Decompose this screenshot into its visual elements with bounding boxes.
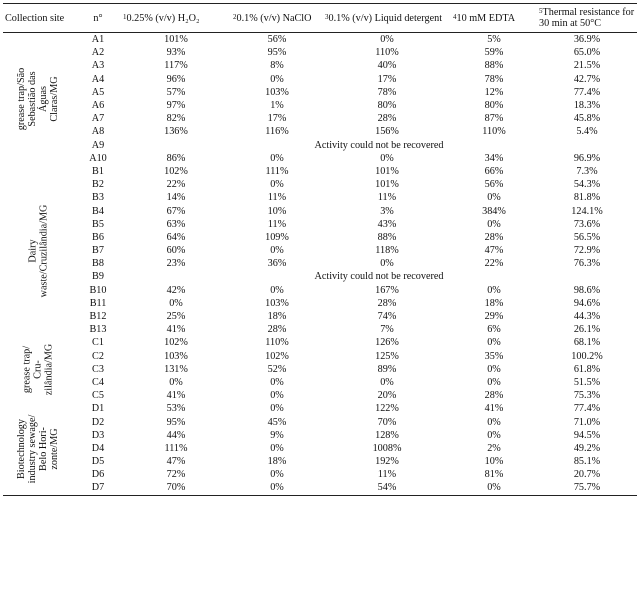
value-cell-det: 0%	[380, 34, 394, 46]
value-cell-thermal: 77.4%	[573, 403, 601, 415]
value-cell-edta: 10%	[484, 456, 504, 468]
value-cell-edta: 78%	[484, 73, 504, 85]
value-cell-h2o2: 53%	[166, 403, 186, 415]
value-cell-thermal: 98.6%	[573, 284, 601, 296]
value-cell-naclo: 36%	[267, 258, 287, 270]
value-cell-edta: 0%	[487, 192, 501, 204]
value-cell-h2o2: 47%	[166, 456, 186, 468]
value-cell-thermal: 124.1%	[571, 205, 603, 217]
value-cell-thermal: 26.1%	[573, 324, 601, 336]
sample-id-cell: C2	[92, 350, 104, 362]
value-cell-thermal: 76.3%	[573, 258, 601, 270]
value-cell-det: 28%	[377, 113, 397, 125]
table-row	[3, 73, 637, 86]
value-cell-naclo: 0%	[270, 469, 284, 481]
sample-id-cell: D6	[91, 469, 105, 481]
table-row	[3, 442, 637, 455]
value-cell-h2o2: 93%	[166, 47, 186, 59]
table-row	[3, 112, 637, 125]
value-cell-naclo: 0%	[270, 284, 284, 296]
value-cell-thermal: 20.7%	[573, 469, 601, 481]
table-row	[3, 310, 637, 323]
sample-id-cell: B13	[89, 324, 107, 336]
value-cell-naclo: 103%	[265, 86, 289, 98]
sample-id-cell: D2	[91, 416, 105, 428]
value-cell-naclo: 11%	[267, 192, 287, 204]
value-cell-thermal: 61.8%	[573, 363, 601, 375]
value-cell-h2o2: 22%	[166, 179, 186, 191]
table-row	[3, 429, 637, 442]
value-cell-edta: 80%	[484, 100, 504, 112]
value-cell-edta: 34%	[484, 152, 504, 164]
table-row	[3, 350, 637, 363]
sample-id-cell: A7	[91, 113, 105, 125]
sample-id-cell: A1	[91, 34, 105, 46]
value-cell-edta: 88%	[484, 60, 504, 72]
value-cell-thermal: 94.5%	[573, 429, 601, 441]
value-cell-edta: 384%	[482, 205, 506, 217]
value-cell-naclo: 0%	[231, 481, 323, 495]
table-row	[3, 481, 637, 495]
value-cell-det: 80%	[377, 100, 397, 112]
value-cell-naclo: 10%	[267, 205, 287, 217]
value-cell-naclo: 95%	[267, 47, 287, 59]
value-cell-det: 156%	[375, 126, 399, 138]
value-cell-det: 118%	[375, 245, 399, 257]
value-cell-edta: 12%	[484, 86, 504, 98]
value-cell-thermal: 44.3%	[573, 311, 601, 323]
value-cell-edta: 0%	[487, 337, 501, 349]
value-cell-h2o2: 25%	[166, 311, 186, 323]
site-group-label: grease trap/São Sebastião das Águas Claras/MG	[16, 67, 60, 130]
value-cell-naclo: 56%	[267, 34, 287, 46]
header-detergent: $^3$0.1% (v/v) Liquid detergent	[323, 4, 451, 33]
value-cell-det: 128%	[375, 429, 399, 441]
table-row	[3, 59, 637, 72]
sample-id-cell: A3	[91, 60, 105, 72]
site-group-label: Biotechnology industry sewage/ Belo Hori-zonte/MG	[16, 414, 60, 484]
value-cell-naclo: 17%	[267, 113, 287, 125]
sample-id-cell: D1	[91, 403, 105, 415]
value-cell-naclo: 1%	[270, 100, 284, 112]
value-cell-edta: 35%	[484, 350, 504, 362]
value-cell-thermal: 73.6%	[573, 218, 601, 230]
sample-id-cell: D5	[91, 456, 105, 468]
value-cell-h2o2: 60%	[166, 245, 186, 257]
value-cell-h2o2: 103%	[164, 350, 188, 362]
value-cell-thermal: 85.1%	[573, 456, 601, 468]
value-cell-naclo: 116%	[265, 126, 289, 138]
sample-id-cell: A6	[91, 100, 105, 112]
sample-id-cell: B11	[89, 297, 107, 309]
value-cell-det: 0%	[380, 152, 394, 164]
value-cell-det: 0%	[380, 376, 394, 388]
sample-id-cell: B10	[89, 284, 107, 296]
value-cell-naclo: 102%	[265, 350, 289, 362]
sample-id-cell: B9	[92, 271, 104, 283]
value-cell-edta: 0%	[487, 363, 501, 375]
value-cell-naclo: 109%	[265, 231, 289, 243]
table-row	[3, 415, 637, 428]
site-group-label: Dairy waste/Cruzilândia/MG	[27, 204, 50, 297]
value-cell-thermal: 18.3%	[573, 100, 601, 112]
table-row	[3, 218, 637, 231]
value-cell-naclo: 18%	[267, 456, 287, 468]
value-cell-naclo: 18%	[267, 311, 287, 323]
sample-id-cell: A5	[91, 86, 105, 98]
sample-id-cell: C3	[92, 363, 104, 375]
value-cell-det: 192%	[375, 456, 399, 468]
header-naclo: $^2$0.1% (v/v) NaClO	[231, 4, 323, 33]
sample-id-cell: A4	[91, 73, 105, 85]
value-cell-thermal: 81.8%	[573, 192, 601, 204]
value-cell-det: 7%	[380, 324, 394, 336]
value-cell-h2o2: 97%	[166, 100, 186, 112]
table-body	[3, 33, 637, 496]
table-row	[3, 125, 637, 138]
value-cell-thermal: 75.3%	[573, 390, 601, 402]
value-cell-thermal: 100.2%	[571, 350, 603, 362]
value-cell-h2o2: 102%	[164, 337, 188, 349]
value-cell-h2o2: 67%	[166, 205, 186, 217]
value-cell-det: 101%	[375, 179, 399, 191]
value-cell-h2o2: 14%	[166, 192, 186, 204]
table-row	[3, 178, 637, 191]
table-row	[3, 468, 637, 481]
value-cell-h2o2: 96%	[166, 73, 186, 85]
sample-id-cell: B7	[92, 245, 104, 257]
value-cell-thermal: 94.6%	[573, 297, 601, 309]
value-cell-det: 167%	[375, 284, 399, 296]
value-cell-thermal: 42.7%	[573, 73, 601, 85]
value-cell-naclo: 9%	[270, 429, 284, 441]
value-cell-naclo: 103%	[265, 297, 289, 309]
table-row	[3, 33, 637, 47]
value-cell-h2o2: 82%	[166, 113, 186, 125]
value-cell-edta: 0%	[451, 481, 537, 495]
value-cell-thermal: 21.5%	[573, 60, 601, 72]
sample-id-cell: B4	[92, 205, 104, 217]
value-cell-det: 89%	[377, 363, 397, 375]
value-cell-h2o2: 86%	[166, 152, 186, 164]
table-row	[3, 46, 637, 59]
value-cell-edta: 81%	[484, 469, 504, 481]
sample-id-cell: B3	[92, 192, 104, 204]
table-row	[3, 191, 637, 204]
value-cell-edta: 5%	[487, 34, 501, 46]
value-cell-det: 88%	[377, 231, 397, 243]
table-row	[3, 139, 637, 152]
value-cell-thermal: 72.9%	[573, 245, 601, 257]
table-row	[3, 204, 637, 217]
value-cell-naclo: 110%	[265, 337, 289, 349]
table-row	[3, 152, 637, 165]
value-cell-edta: 47%	[484, 245, 504, 257]
value-cell-thermal: 77.4%	[573, 86, 601, 98]
value-cell-naclo: 52%	[267, 363, 287, 375]
value-cell-det: 1008%	[372, 442, 402, 454]
results-table	[3, 3, 637, 496]
sample-id-cell: D3	[91, 429, 105, 441]
value-cell-det: 110%	[375, 47, 399, 59]
value-cell-thermal: 7.3%	[576, 165, 598, 177]
sample-id-cell: D4	[91, 442, 105, 454]
value-cell-det: 78%	[377, 86, 397, 98]
sample-id-cell: B1	[92, 165, 104, 177]
value-cell-naclo: 45%	[267, 416, 287, 428]
value-cell-thermal: 75.7%	[537, 481, 637, 495]
table-row	[3, 86, 637, 99]
value-cell-edta: 0%	[487, 284, 501, 296]
value-cell-det: 125%	[375, 350, 399, 362]
value-cell-h2o2: 57%	[166, 86, 186, 98]
table-row	[3, 284, 637, 297]
value-cell-det: 0%	[380, 258, 394, 270]
value-cell-h2o2: 63%	[166, 218, 186, 230]
value-cell-det: 28%	[377, 297, 397, 309]
value-cell-naclo: 0%	[270, 390, 284, 402]
value-cell-thermal: 49.2%	[573, 442, 601, 454]
value-cell-edta: 0%	[487, 416, 501, 428]
header-edta: $^4$10 mM EDTA	[451, 4, 537, 33]
value-cell-naclo: 0%	[270, 376, 284, 388]
value-cell-naclo: 111%	[265, 165, 289, 177]
value-cell-naclo: 0%	[270, 403, 284, 415]
value-cell-edta: 0%	[487, 376, 501, 388]
site-group-label: grease trap/ Cru-zilândia/MG	[21, 343, 55, 396]
header-h2o2: $^1$0.25% (v/v) H₂O₂	[121, 4, 231, 33]
sample-id-cell: A9	[91, 139, 105, 151]
value-cell-h2o2: 0%	[169, 297, 183, 309]
note-cell: Activity could not be recovered	[314, 271, 444, 283]
sample-id-cell: C4	[92, 376, 104, 388]
value-cell-det: 126%	[375, 337, 399, 349]
value-cell-thermal: 36.9%	[573, 34, 601, 46]
value-cell-thermal: 65.0%	[573, 47, 601, 59]
value-cell-edta: 28%	[484, 231, 504, 243]
value-cell-det: 11%	[377, 469, 397, 481]
value-cell-h2o2: 136%	[164, 126, 188, 138]
value-cell-h2o2: 23%	[166, 258, 186, 270]
value-cell-edta: 110%	[482, 126, 506, 138]
value-cell-thermal: 5.4%	[576, 126, 598, 138]
value-cell-h2o2: 72%	[166, 469, 186, 481]
header-collection-site: Collection site	[3, 4, 75, 33]
sample-id-cell: B8	[92, 258, 104, 270]
value-cell-h2o2: 117%	[164, 60, 188, 72]
value-cell-thermal: 51.5%	[573, 376, 601, 388]
value-cell-det: 43%	[377, 218, 397, 230]
sample-id-cell: B12	[89, 311, 107, 323]
data-table-wrapper	[3, 3, 637, 496]
value-cell-edta: 2%	[487, 442, 501, 454]
value-cell-det: 20%	[377, 390, 397, 402]
value-cell-thermal: 96.9%	[573, 152, 601, 164]
sample-id-cell: B6	[92, 231, 104, 243]
value-cell-det: 101%	[375, 165, 399, 177]
value-cell-thermal: 54.3%	[573, 179, 601, 191]
table-row	[3, 231, 637, 244]
sample-id-cell: A2	[91, 47, 105, 59]
table-row	[3, 363, 637, 376]
table-row	[3, 165, 637, 178]
value-cell-naclo: 0%	[270, 73, 284, 85]
header-thermal: $^5$Thermal resistance for 30 min at 50°C	[537, 4, 637, 33]
sample-id-cell: B5	[92, 218, 104, 230]
value-cell-det: 70%	[377, 416, 397, 428]
sample-id-cell: D7	[75, 481, 121, 495]
table-row	[3, 297, 637, 310]
value-cell-thermal: 45.8%	[573, 113, 601, 125]
table-row	[3, 323, 637, 336]
value-cell-edta: 28%	[484, 390, 504, 402]
value-cell-naclo: 28%	[267, 324, 287, 336]
value-cell-h2o2: 44%	[166, 429, 186, 441]
value-cell-thermal: 68.1%	[573, 337, 601, 349]
value-cell-edta: 0%	[487, 218, 501, 230]
sample-id-cell: C1	[92, 337, 104, 349]
value-cell-naclo: 0%	[270, 179, 284, 191]
value-cell-det: 3%	[380, 205, 394, 217]
header-row	[3, 4, 637, 33]
value-cell-det: 11%	[377, 192, 397, 204]
value-cell-naclo: 8%	[270, 60, 284, 72]
value-cell-det: 122%	[375, 403, 399, 415]
value-cell-edta: 87%	[484, 113, 504, 125]
value-cell-edta: 66%	[484, 165, 504, 177]
value-cell-h2o2: 101%	[164, 34, 188, 46]
sample-id-cell: A10	[89, 152, 107, 164]
value-cell-h2o2: 41%	[166, 390, 186, 402]
table-row	[3, 376, 637, 389]
value-cell-h2o2: 70%	[121, 481, 231, 495]
value-cell-edta: 29%	[484, 311, 504, 323]
header-n: n°	[75, 4, 121, 33]
value-cell-h2o2: 131%	[164, 363, 188, 375]
value-cell-h2o2: 95%	[166, 416, 186, 428]
table-row	[3, 402, 637, 415]
value-cell-edta: 56%	[484, 179, 504, 191]
table-row	[3, 455, 637, 468]
note-cell: Activity could not be recovered	[314, 139, 444, 151]
sample-id-cell: C5	[92, 390, 104, 402]
value-cell-thermal: 71.0%	[573, 416, 601, 428]
value-cell-edta: 6%	[487, 324, 501, 336]
value-cell-h2o2: 42%	[166, 284, 186, 296]
sample-id-cell: A8	[91, 126, 105, 138]
table-row	[3, 270, 637, 283]
value-cell-thermal: 56.5%	[573, 231, 601, 243]
value-cell-det: 54%	[323, 481, 451, 495]
table-row	[3, 389, 637, 402]
table-row	[3, 257, 637, 270]
value-cell-naclo: 0%	[270, 152, 284, 164]
value-cell-naclo: 0%	[270, 245, 284, 257]
value-cell-det: 17%	[377, 73, 397, 85]
value-cell-h2o2: 64%	[166, 231, 186, 243]
value-cell-edta: 22%	[484, 258, 504, 270]
value-cell-h2o2: 111%	[164, 442, 188, 454]
value-cell-naclo: 0%	[270, 442, 284, 454]
value-cell-edta: 41%	[484, 403, 504, 415]
value-cell-h2o2: 102%	[164, 165, 188, 177]
value-cell-det: 40%	[377, 60, 397, 72]
value-cell-edta: 18%	[484, 297, 504, 309]
value-cell-naclo: 11%	[267, 218, 287, 230]
table-row	[3, 99, 637, 112]
value-cell-edta: 0%	[487, 429, 501, 441]
value-cell-edta: 59%	[484, 47, 504, 59]
table-row	[3, 336, 637, 349]
sample-id-cell: B2	[92, 179, 104, 191]
value-cell-h2o2: 41%	[166, 324, 186, 336]
table-row	[3, 244, 637, 257]
value-cell-h2o2: 0%	[169, 376, 183, 388]
value-cell-det: 74%	[377, 311, 397, 323]
